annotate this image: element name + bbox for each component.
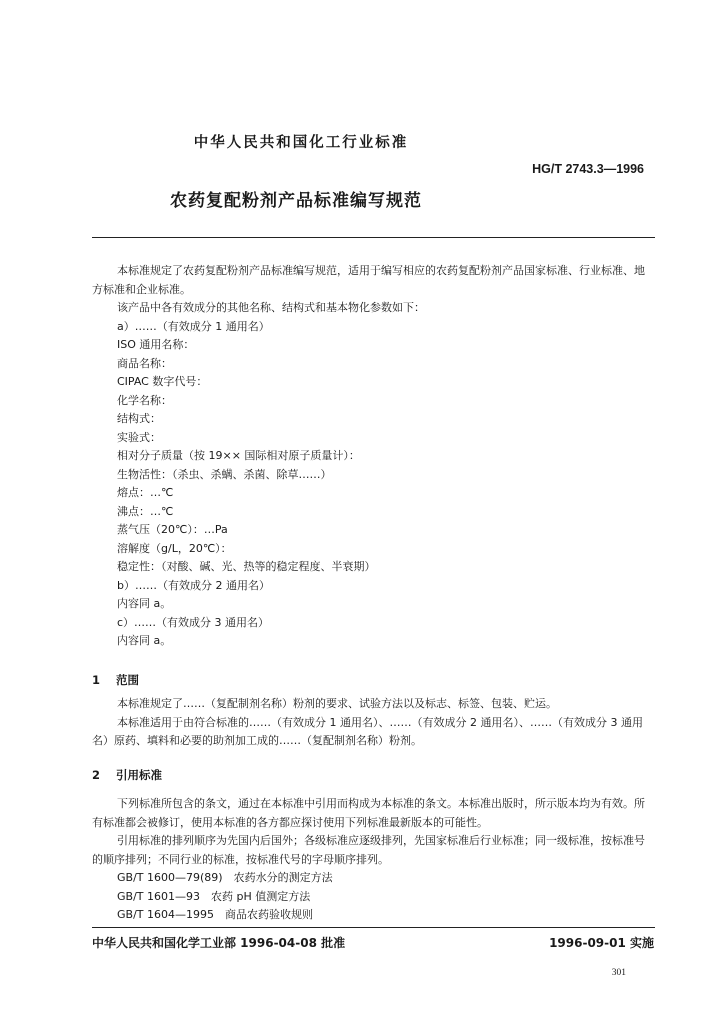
list-item: 溶解度（g/L，20℃）：	[117, 541, 232, 555]
list-item: 化学名称：	[117, 393, 172, 407]
section-2-paragraph-2: 引用标准的排列顺序为先国内后国外；各级标准应逐级排列，先国家标准后行业标准；同一级标准，按标准号的顺序排列；不同行业的标准，按标准代号的字母顺序排列。	[92, 834, 645, 866]
section-1-heading	[92, 672, 139, 688]
approval-line: 中华人民共和国化学工业部 1996-04-08 批准	[92, 936, 346, 950]
intro-paragraph-2: 该产品中各有效成分的其他名称、结构式和基本物化参数如下：	[117, 301, 425, 314]
reference-item: GB/T 1600—79(89) 农药水分的测定方法	[117, 871, 333, 884]
org-title: 中华人民共和国化工行业标准	[193, 135, 409, 151]
document-title: 农药复配粉剂产品标准编写规范	[170, 191, 422, 211]
list-item: ISO 通用名称：	[117, 338, 195, 351]
list-item: 实验式：	[117, 430, 161, 444]
list-item: 相对分子质量（按 19×× 国际相对原子质量计）：	[117, 449, 360, 462]
list-item: 生物活性：（杀虫、杀螨、杀菌、除草……）	[117, 467, 332, 481]
standard-code: HG/T 2743.3—1996	[532, 162, 644, 176]
list-item: 内容同 a。	[117, 634, 172, 647]
list-item: 内容同 a。	[117, 597, 172, 610]
list-item: 商品名称：	[117, 356, 172, 370]
section-number: 2	[92, 768, 101, 782]
section-2-body	[92, 795, 655, 925]
intro-block	[92, 262, 655, 651]
section-1-paragraph-2: 本标准适用于由符合标准的……（有效成分 1 通用名）、……（有效成分 2 通用名）、……（有效成分 3 通用名）原药、填料和必要的助剂加工成的……（复配制剂名称）粉剂。	[92, 715, 643, 747]
reference-item: GB/T 1604—1995 商品农药验收规则	[117, 908, 313, 921]
list-item: 熔点：…℃	[117, 486, 174, 499]
section-2-heading	[92, 767, 162, 783]
section-1-paragraph-1: 本标准规定了……（复配制剂名称）粉剂的要求、试验方法以及标志、标签、包装、贮运。	[117, 697, 557, 710]
effective-date: 1996-09-01 实施	[549, 936, 654, 950]
list-item: CIPAC 数字代号：	[117, 375, 208, 388]
list-item: 稳定性：（对酸、碱、光、热等的稳定程度、半衰期）	[117, 560, 376, 573]
section-title: 引用标准	[116, 768, 162, 782]
section-2-paragraph-1: 下列标准所包含的条文，通过在本标准中引用而构成为本标准的条文。本标准出版时，所示版本均为有效。所有标准都会被修订，使用本标准的各方都应探讨使用下列标准最新版本的可能性。	[92, 797, 645, 829]
page-number: 301	[611, 968, 626, 978]
list-item: a）……（有效成分 1 通用名）	[117, 319, 270, 333]
section-1-body	[92, 695, 655, 751]
intro-paragraph-1: 本标准规定了农药复配粉剂产品标准编写规范，适用于编写相应的农药复配粉剂产品国家标准、行业标准、地方标准和企业标准。	[92, 264, 645, 296]
list-item: 蒸气压（20℃）：…Pa	[117, 523, 228, 536]
list-item: c）……（有效成分 3 通用名）	[117, 615, 270, 629]
section-number: 1	[92, 673, 101, 687]
list-item: 沸点：…℃	[117, 504, 174, 518]
section-title: 范围	[116, 673, 139, 687]
reference-item: GB/T 1601—93 农药 pH 值测定方法	[117, 889, 311, 903]
footer-divider	[92, 927, 655, 928]
list-item: 结构式：	[117, 412, 161, 425]
header-divider	[92, 237, 655, 238]
list-item: b）……（有效成分 2 通用名）	[117, 578, 270, 592]
